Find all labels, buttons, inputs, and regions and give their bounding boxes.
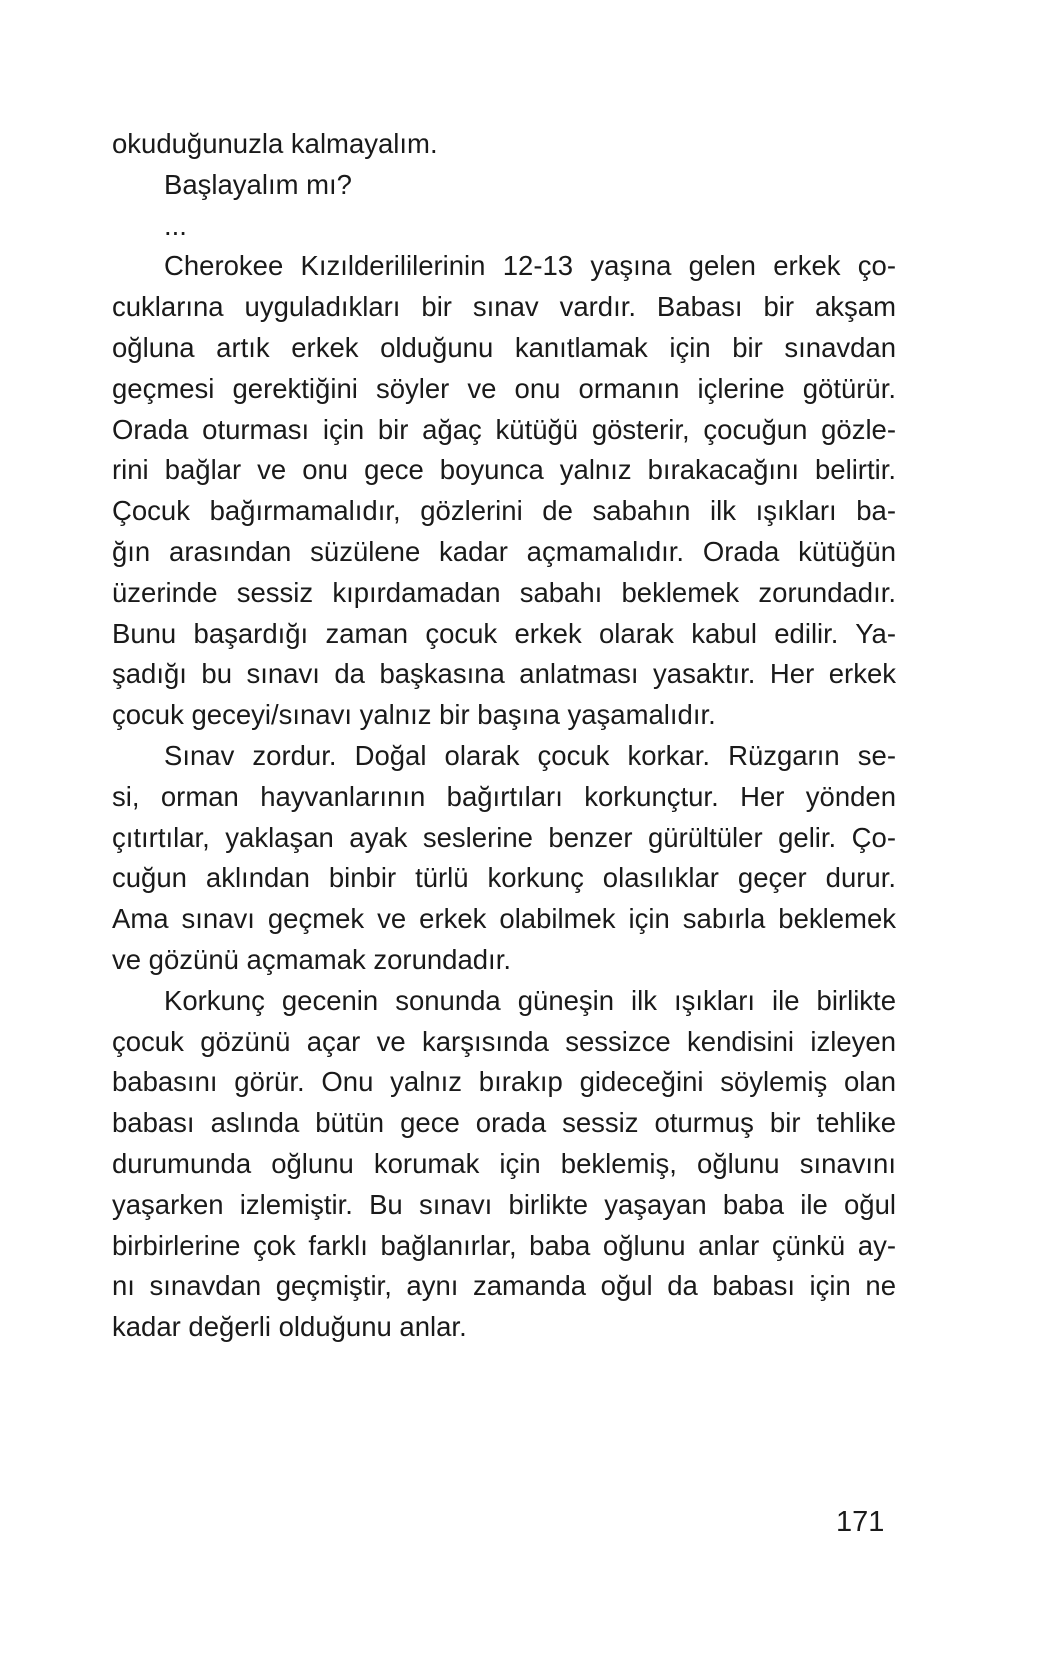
text-line: babası aslında bütün gece orada sessiz oturmuş bir tehlike bbox=[112, 1107, 896, 1139]
text-line: oğluna artık erkek olduğunu kanıtlamak için bir sınavdan bbox=[112, 331, 896, 363]
text-line: Cherokee Kızılderililerinin 12-13 yaşına gelen erkek ço- bbox=[164, 250, 896, 282]
text-line: birbirlerine çok farklı bağlanırlar, baba oğlunu anlar çünkü ay- bbox=[112, 1229, 896, 1261]
text-line: cuklarına uyguladıkları bir sınav vardır. Babası bir akşam bbox=[112, 291, 896, 323]
text-line: Başlayalım mı? bbox=[164, 168, 352, 200]
text-line: ve gözünü açmamak zorundadır. bbox=[112, 943, 511, 975]
page-body-text bbox=[112, 124, 896, 1348]
text-line: si, orman hayvanlarının bağırtıları korkunçtur. Her yönden bbox=[112, 780, 896, 812]
text-line: Ama sınavı geçmek ve erkek olabilmek için sabırla beklemek bbox=[112, 903, 896, 935]
text-line: ğın arasından süzülene kadar açmamalıdır. Orada kütüğün bbox=[112, 535, 896, 567]
text-line: çocuk geceyi/sınavı yalnız bir başına yaşamalıdır. bbox=[112, 699, 716, 731]
page-number: 171 bbox=[836, 1506, 885, 1538]
text-line: çocuk gözünü açar ve karşısında sessizce kendisini izleyen bbox=[112, 1025, 896, 1057]
text-line: yaşarken izlemiştir. Bu sınavı birlikte yaşayan baba ile oğul bbox=[112, 1188, 896, 1220]
text-line: cuğun aklından binbir türlü korkunç olasılıklar geçer durur. bbox=[112, 862, 896, 894]
text-line: okuduğunuzla kalmayalım. bbox=[112, 128, 438, 159]
text-line: nı sınavdan geçmiştir, aynı zamanda oğul da babası için ne bbox=[112, 1270, 896, 1302]
text-line: durumunda oğlunu korumak için beklemiş, oğlunu sınavını bbox=[112, 1147, 896, 1179]
text-line: Korkunç gecenin sonunda güneşin ilk ışıkları ile birlikte bbox=[164, 984, 896, 1016]
text-line: rini bağlar ve onu gece boyunca yalnız bırakacağını belirtir. bbox=[112, 454, 896, 486]
text-line: babasını görür. Onu yalnız bırakıp gideceğini söylemiş olan bbox=[112, 1066, 896, 1098]
text-line: Orada oturması için bir ağaç kütüğü gösterir, çocuğun gözle- bbox=[112, 413, 896, 445]
text-line: geçmesi gerektiğini söyler ve onu ormanın içlerine götürür. bbox=[112, 372, 896, 404]
text-line: şadığı bu sınavı da başkasına anlatması yasaktır. Her erkek bbox=[112, 658, 896, 690]
text-line: Çocuk bağırmamalıdır, gözlerini de sabahın ilk ışıkları ba- bbox=[112, 495, 896, 527]
text-line: üzerinde sessiz kıpırdamadan sabahı beklemek zorundadır. bbox=[112, 576, 896, 608]
text-line: Sınav zordur. Doğal olarak çocuk korkar. Rüzgarın se- bbox=[164, 739, 896, 771]
text-line: Bunu başardığı zaman çocuk erkek olarak kabul edilir. Ya- bbox=[112, 617, 896, 649]
text-line: çıtırtılar, yaklaşan ayak seslerine benzer gürültüler gelir. Ço- bbox=[112, 821, 896, 853]
text-line: ... bbox=[164, 209, 187, 241]
text-line: kadar değerli olduğunu anlar. bbox=[112, 1311, 467, 1343]
